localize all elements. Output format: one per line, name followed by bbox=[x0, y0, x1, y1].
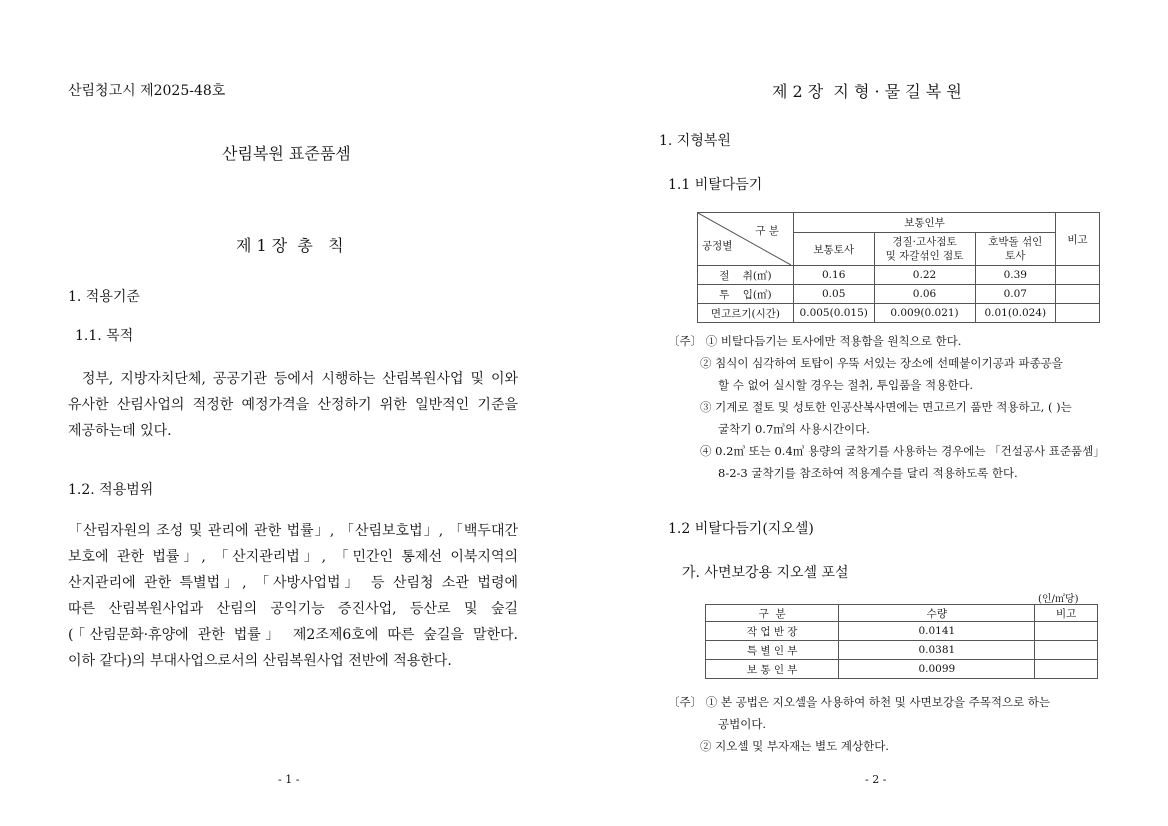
unit-label: (인/㎡당) bbox=[1038, 594, 1079, 605]
note-line: ② 지오셀 및 부자재는 별도 계상한다. bbox=[700, 739, 889, 753]
table-cell: 0.0141 bbox=[839, 622, 1035, 641]
table-row-label: 투 입(㎥) bbox=[698, 285, 794, 304]
table-row-label: 면고르기(시간) bbox=[698, 304, 794, 323]
note-line: 할 수 없어 실시할 경우는 절취, 투입품을 적용한다. bbox=[718, 378, 974, 392]
table-corner-cell bbox=[698, 213, 794, 266]
subsection-heading: 1.2. 적용범위 bbox=[68, 482, 154, 498]
table-corner-top: 구 분 bbox=[755, 225, 779, 237]
geocell-table bbox=[705, 604, 1098, 679]
paragraph-line: 「산림자원의 조성 및 관리에 관한 법률」, 「산림보호법」, 「백두대간 bbox=[68, 523, 518, 539]
table-cell: 0.39 bbox=[975, 266, 1056, 285]
sub-heading: 가. 사면보강용 지오셀 포설 bbox=[682, 565, 849, 581]
page-number: - 1 - bbox=[278, 773, 300, 786]
table-cell bbox=[1035, 622, 1098, 641]
paragraph-line: 이하 같다)의 부대사업으로서의 산림복원사업 전반에 적용한다. bbox=[68, 653, 452, 669]
note-line: ③ 기계로 절토 및 성토한 인공산복사면에는 면고르기 품만 적용하고, ( )는 bbox=[700, 400, 1072, 414]
table-row bbox=[698, 285, 1100, 304]
paragraph-line: (「산림문화·휴양에 관한 법률」 제2조제6호에 따른 숲길을 말한다. bbox=[68, 627, 518, 643]
table-row bbox=[706, 622, 1098, 641]
note-line: ④ 0.2㎥ 또는 0.4㎥ 용량의 굴착기를 사용하는 경우에는 「건설공사 표준품셈」 bbox=[700, 444, 1105, 458]
note-line: ② 침식이 심각하여 토탑이 우뚝 서있는 장소에 선떼붙이기공과 파종공을 bbox=[700, 356, 1063, 370]
table-cell: 0.07 bbox=[975, 285, 1056, 304]
paragraph-line: 제공하는데 있다. bbox=[68, 423, 172, 439]
note-line: 공법이다. bbox=[718, 717, 767, 731]
table-row bbox=[698, 304, 1100, 323]
table-corner-bottom: 공정별 bbox=[702, 240, 733, 252]
table-cell: 0.009(0.021) bbox=[874, 304, 975, 323]
table-row bbox=[706, 660, 1098, 679]
notice-number: 산림청고시 제2025-48호 bbox=[68, 83, 226, 99]
table-cell: 0.06 bbox=[874, 285, 975, 304]
section-heading: 1. 지형복원 bbox=[659, 133, 731, 149]
subsection-heading: 1.2 비탈다듬기(지오셀) bbox=[668, 521, 814, 537]
table-row-label: 절 취(㎥) bbox=[698, 266, 794, 285]
table-header: 수량 bbox=[839, 605, 1035, 622]
table-row bbox=[706, 641, 1098, 660]
table-group-header: 보통인부 bbox=[793, 213, 1055, 233]
table-row-label: 보 통 인 부 bbox=[706, 660, 839, 679]
table-row-label: 작 업 반 장 bbox=[706, 622, 839, 641]
paragraph-line: 따른 산림복원사업과 산림의 공익기능 증진사업, 등산로 및 숲길 bbox=[68, 601, 518, 617]
table-cell: 0.01(0.024) bbox=[975, 304, 1056, 323]
table-header: 비고 bbox=[1035, 605, 1098, 622]
table-cell: 0.0381 bbox=[839, 641, 1035, 660]
note-line: 〔주〕 ① 본 공법은 지오셀을 사용하여 하천 및 사면보강을 주목적으로 하는 bbox=[668, 695, 1051, 709]
section-heading: 1. 적용기준 bbox=[68, 289, 140, 305]
table-header: 구 분 bbox=[706, 605, 839, 622]
table-cell bbox=[1056, 285, 1100, 304]
paragraph-line: 산지관리에 관한 특별법」, 「사방사업법」 등 산림청 소관 법령에 bbox=[68, 575, 518, 591]
chapter-title: 제 2 장 지 형 · 물 길 복 원 bbox=[772, 82, 962, 101]
paragraph-line: 유사한 산림사업의 적정한 예정가격을 산정하기 위한 일반적인 기준을 bbox=[68, 397, 518, 413]
table-cell bbox=[1056, 266, 1100, 285]
table-cell bbox=[1035, 660, 1098, 679]
table-cell: 0.005(0.015) bbox=[793, 304, 874, 323]
note-line: 8-2-3 굴착기를 참조하여 적용계수를 달리 적용하도록 한다. bbox=[718, 466, 1018, 480]
labor-table bbox=[697, 212, 1100, 323]
paragraph-line: 정부, 지방자치단체, 공공기관 등에서 시행하는 산림복원사업 및 이와 bbox=[68, 371, 518, 387]
note-line: 굴착기 0.7㎥의 사용시간이다. bbox=[718, 422, 870, 436]
subsection-heading: 1.1. 목적 bbox=[75, 328, 134, 344]
document-title: 산림복원 표준품셈 bbox=[222, 144, 351, 163]
table-header: 경질·고사점토 및 자갈섞인 점토 bbox=[874, 233, 975, 266]
table-cell bbox=[1035, 641, 1098, 660]
paragraph-line: 보호에 관한 법률」, 「산지관리법」, 「민간인 통제선 이북지역의 bbox=[68, 549, 518, 565]
table-cell bbox=[1056, 304, 1100, 323]
table-header: 비고 bbox=[1056, 213, 1100, 266]
table-cell: 0.22 bbox=[874, 266, 975, 285]
table-cell: 0.16 bbox=[793, 266, 874, 285]
table-header: 호박돌 섞인 토사 bbox=[975, 233, 1056, 266]
table-cell: 0.0099 bbox=[839, 660, 1035, 679]
table-row-label: 특 별 인 부 bbox=[706, 641, 839, 660]
chapter-title: 제 1 장 총 칙 bbox=[236, 236, 344, 255]
subsection-heading: 1.1 비탈다듬기 bbox=[668, 177, 763, 193]
page-number: - 2 - bbox=[865, 773, 887, 786]
table-cell: 0.05 bbox=[793, 285, 874, 304]
table-header: 보통토사 bbox=[793, 233, 874, 266]
note-line: 〔주〕 ① 비탈다듬기는 토사에만 적용함을 원칙으로 한다. bbox=[668, 334, 962, 348]
table-row bbox=[698, 266, 1100, 285]
